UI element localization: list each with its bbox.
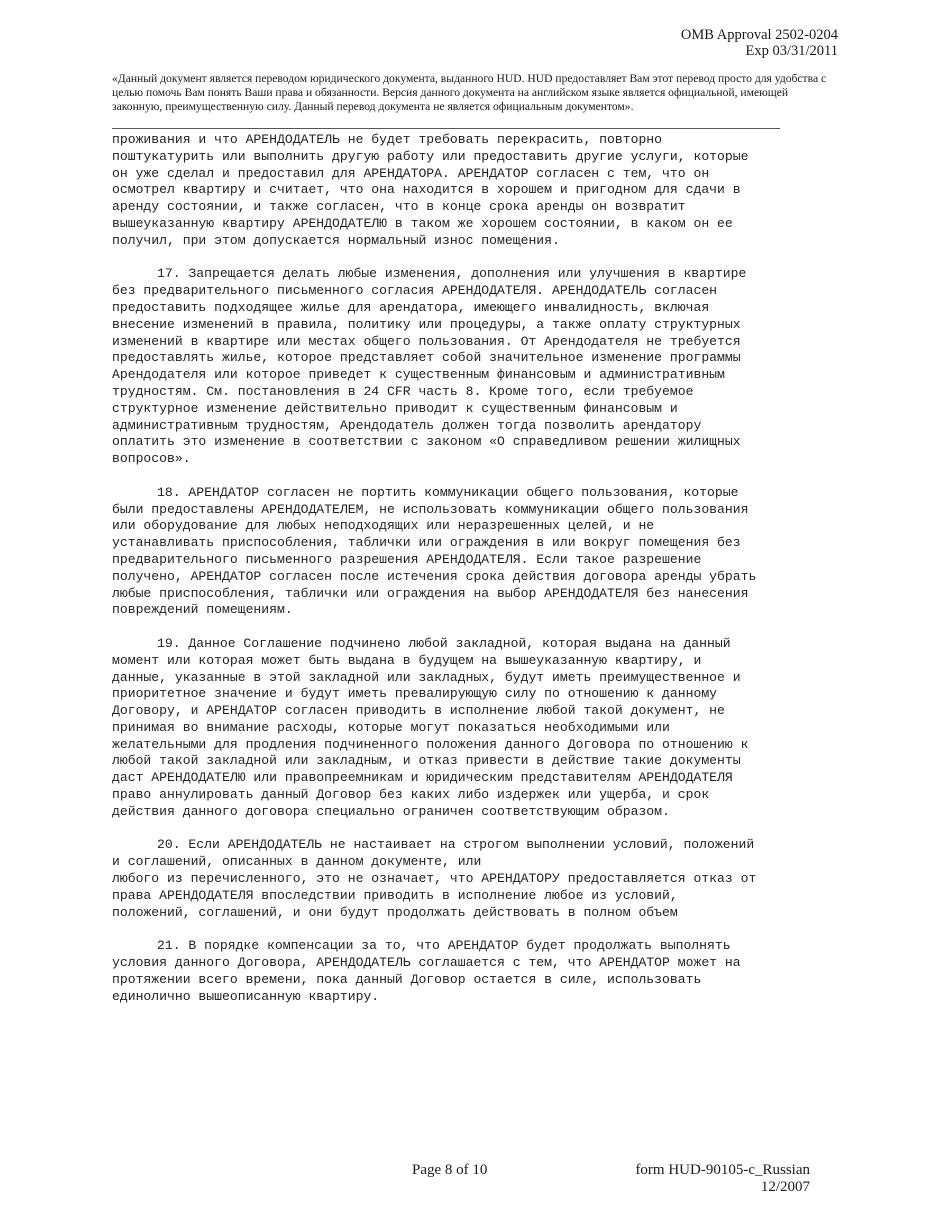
paragraph-19 bbox=[112, 636, 852, 821]
translation-notice: «Данный документ является переводом юридического документа, выданного HUD. HUD предоставляет Вам этот перевод просто для удобства с целью помочь Вам понять Ваши права и обязанности. Версия данного документа на английском языке является официальной, имеющей законную, преимущественную силу. Данный перевод документа не является официальным документом». bbox=[112, 72, 827, 113]
omb-approval-number: OMB Approval 2502-0204 bbox=[680, 27, 838, 43]
page-number: Page 8 of 10 bbox=[412, 1162, 488, 1178]
paragraph-20-text: 20. Если АРЕНДОДАТЕЛЬ не настаивает на строгом выполнении условий, положений и соглашений, описанных в данном документе, или любого из перечисленного, это не означает, что АРЕНДАТОРУ предоставляется отказ от права АРЕНДОДАТЕЛЯ впоследствии приводить в исполнение любое из условий, положений, соглашений, и они будут продолжать действовать в полном объем bbox=[112, 837, 757, 920]
paragraph-18-text: 18. АРЕНДАТОР согласен не портить коммуникации общего пользования, которые были предоставлены АРЕНДОДАТЕЛЕМ, не использовать коммуникации общего пользования или оборудование для любых неподходящих или неразрешенных целей, и не устанавливать приспособления, таблички или ограждения в или вокруг помещения без предварительного письменного разрешения АРЕНДОДАТЕЛЯ. Если такое разрешение получено, АРЕНДАТОР согласен после истечения срока действия договора аренды убрать любые приспособления, таблички или ограждения на выбор АРЕНДОДАТЕЛЯ без нанесения повреждений помещениям. bbox=[112, 484, 757, 618]
header-divider bbox=[112, 128, 780, 129]
paragraph-17-text: 17. Запрещается делать любые изменения, дополнения или улучшения в квартире без предварительного письменного согласия АРЕНДОДАТЕЛЯ. АРЕНДОДАТЕЛЬ согласен предоставить подходящее жилье для арендатора, имеющего инвалидность, включая внесение изменений в правила, политику или процедуры, а также оплату структурных изменений в квартире или местах общего пользования. От Арендодателя не требуется предоставлять жилье, которое представляет собой значительное изменение программы Арендодателя или которое приведет к существенным финансовым и административным трудностям. См. постановления в 24 CFR часть 8. Кроме того, если требуемое структурное изменение действительно приводит к существенным финансовым и административным трудностям, Арендодатель должен тогда позволить арендатору оплатить это изменение в соответствии с законом «О справедливом решении жилищных вопросов». bbox=[112, 266, 747, 467]
paragraph-21-text: 21. В порядке компенсации за то, что АРЕНДАТОР будет продолжать выполнять условия данного Договора, АРЕНДОДАТЕЛЬ соглашается с тем, что АРЕНДАТОР может на протяжении всего времени, пока данный Договор остается в силе, использовать единолично вышеописанную квартиру. bbox=[112, 938, 741, 1004]
omb-approval bbox=[681, 27, 838, 59]
omb-expiration: Exp 03/31/2011 bbox=[745, 43, 838, 59]
paragraph-16-continued: проживания и что АРЕНДОДАТЕЛЬ не будет требовать перекрасить, повторно поштукатурить или выполнить другую работу или предоставить другие услуги, которые он уже сделал и предоставил для АРЕНДАТОРА. АРЕНДАТОР согласен с тем, что он осмотрел квартиру и считает, что она находится в хорошем и пригодном для сдачи в аренду состоянии, и также согласен, что в конце срока аренды он возвратит вышеуказанную квартиру АРЕНДОДАТЕЛЮ в таком же хорошем состоянии, в каком он ее получил, при этом допускается нормальный износ помещения. bbox=[112, 132, 749, 248]
form-name: form HUD-90105-c_Russian bbox=[635, 1162, 810, 1178]
form-identifier bbox=[635, 1162, 810, 1196]
paragraph-17 bbox=[112, 266, 852, 468]
paragraph-20 bbox=[112, 837, 852, 921]
form-date: 12/2007 bbox=[760, 1179, 810, 1195]
paragraph-21 bbox=[112, 938, 852, 1005]
document-body bbox=[112, 132, 852, 1022]
paragraph-19-text: 19. Данное Соглашение подчинено любой закладной, которая выдана на данный момент или которая может быть выдана в будущем на вышеуказанную квартиру, и данные, указанные в этой закладной или закладных, будут иметь преимущественное и приоритетное значение и будут иметь превалирующую силу по отношению к данному Договору, и АРЕНДАТОР согласен приводить в исполнение любой такой документ, не принимая во внимание расходы, которые могут показаться необходимыми или желательными для продления подчиненного положения данного Договора по отношению к любой такой закладной или закладным, и отказ привести в действие такие документы даст АРЕНДОДАТЕЛЮ или правопреемникам и юридическим представителям АРЕНДОДАТЕЛЯ право аннулировать данный Договор без каких либо издержек или ущерба, и срок действия данного договора специально ограничен соответствующим образом. bbox=[112, 635, 749, 819]
paragraph-18 bbox=[112, 485, 852, 619]
